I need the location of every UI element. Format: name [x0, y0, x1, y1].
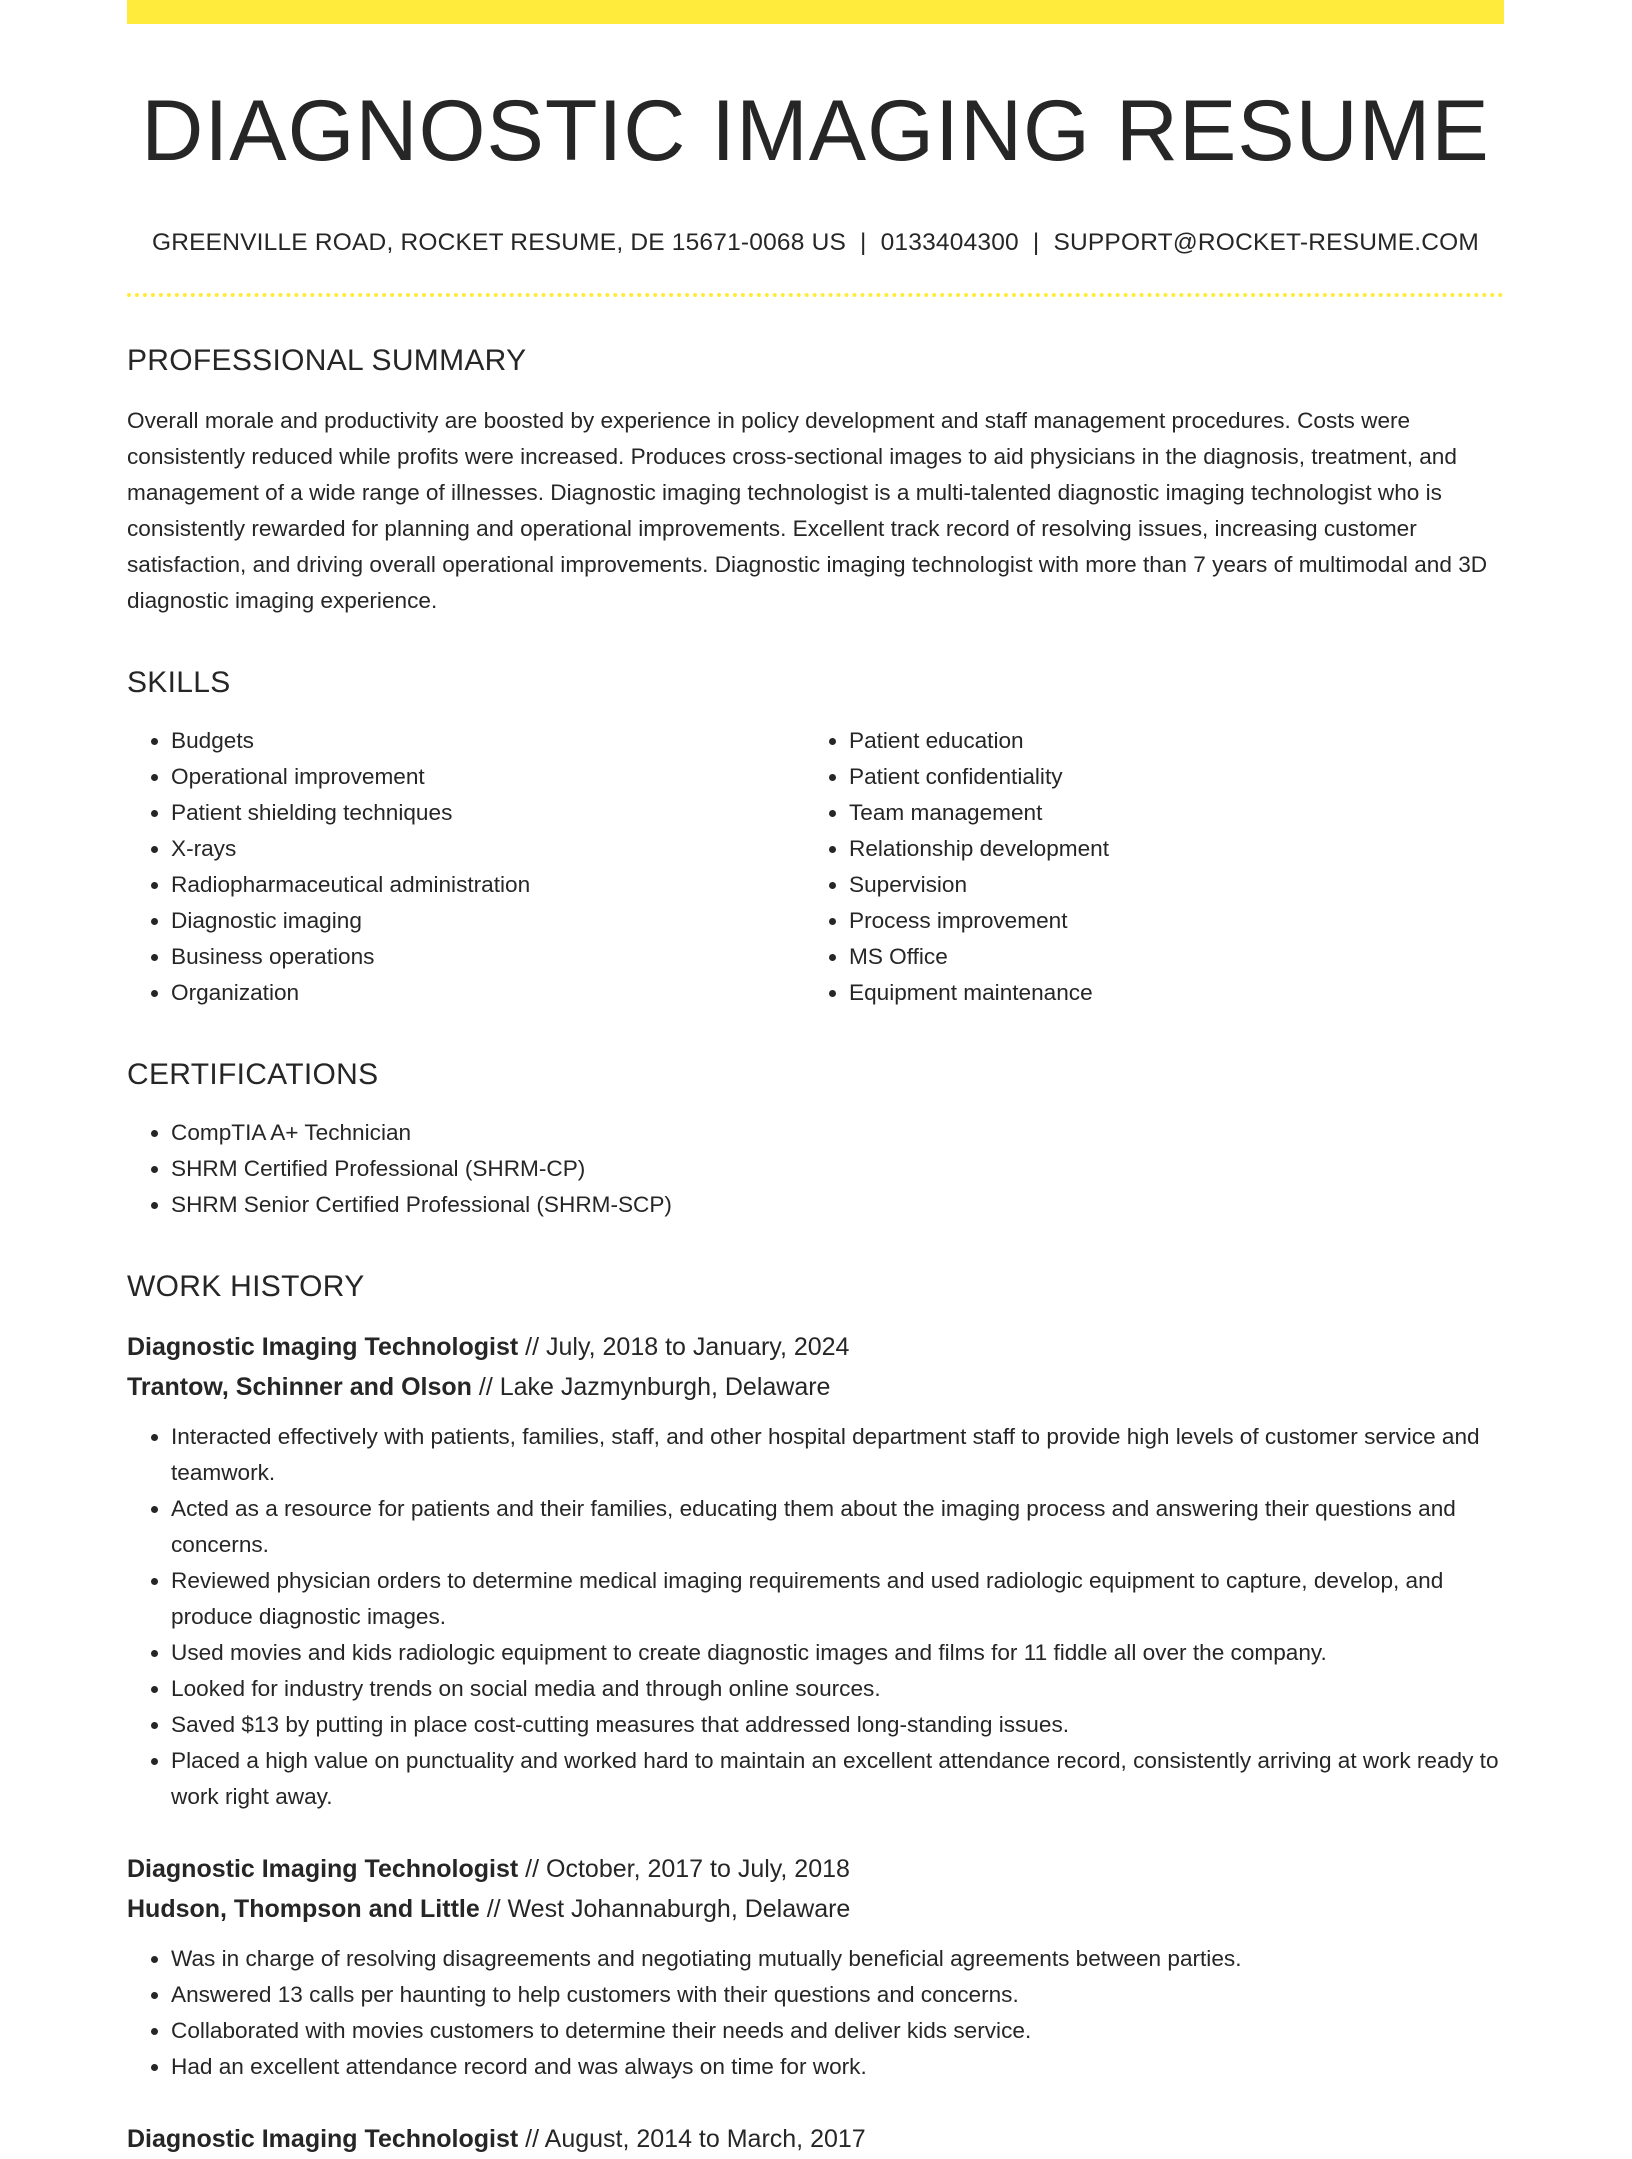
job-title-line [127, 2119, 1504, 2159]
contact-phone: 0133404300 [880, 228, 1019, 256]
certifications-heading: CERTIFICATIONS [127, 1057, 379, 1091]
job-bullet: • Had an excellent attendance record and was always on time for work. [171, 2049, 1504, 2085]
skill-item: • Process improvement [849, 903, 1483, 939]
job-bullet: • Used movies and kids radiologic equipment to create diagnostic images and films for 11 fiddle all over the company. [171, 1635, 1504, 1671]
job-entry [127, 1849, 1504, 2085]
job-bullet: • Reviewed physician orders to determine medical imaging requirements and used radiologic equipment to capture, develop, and produce diagnostic images. [171, 1563, 1504, 1635]
certification-item: • SHRM Senior Certified Professional (SHRM-SCP) [171, 1187, 1504, 1223]
skill-item: • Radiopharmaceutical administration [171, 867, 805, 903]
certifications-list [127, 1115, 1504, 1223]
certification-item: • CompTIA A+ Technician [171, 1115, 1504, 1151]
resume-page [127, 0, 1504, 2159]
job-bullet: • Saved $13 by putting in place cost-cutting measures that addressed long-standing issues. [171, 1707, 1504, 1743]
job-bullet: • Collaborated with movies customers to determine their needs and deliver kids service. [171, 2013, 1504, 2049]
skills-list-right [805, 723, 1483, 1011]
resume-title: DIAGNOSTIC IMAGING RESUME [141, 83, 1490, 179]
contact-line [127, 229, 1504, 257]
work-history-section [127, 1269, 1504, 2159]
job-location: // Lake Jazmynburgh, Delaware [471, 1372, 831, 1401]
skill-item: • Patient confidentiality [849, 759, 1483, 795]
job-title-line [127, 1849, 1504, 1889]
contact-separator: | [1032, 228, 1040, 256]
skill-item: • Patient education [849, 723, 1483, 759]
certification-item: • SHRM Certified Professional (SHRM-CP) [171, 1151, 1504, 1187]
job-company: Trantow, Schinner and Olson [127, 1372, 472, 1401]
skill-item: • Diagnostic imaging [171, 903, 805, 939]
job-bullet: • Acted as a resource for patients and their families, educating them about the imaging process and answering their questions and concerns. [171, 1491, 1504, 1563]
job-bullet: • Answered 13 calls per haunting to help customers with their questions and concerns. [171, 1977, 1504, 2013]
summary-section [127, 343, 1504, 619]
contact-email[interactable]: SUPPORT@ROCKET-RESUME.COM [1053, 228, 1479, 256]
skill-item: • Budgets [171, 723, 805, 759]
contact-address: GREENVILLE ROAD, ROCKET RESUME, DE 15671-0068 US [151, 228, 847, 256]
job-location: // West Johannaburgh, Delaware [479, 1894, 851, 1923]
skill-item: • Patient shielding techniques [171, 795, 805, 831]
job-dates: // August, 2014 to March, 2017 [518, 2124, 866, 2153]
contact-separator: | [860, 228, 867, 256]
job-company-line [127, 1889, 1504, 1929]
work-history-heading: WORK HISTORY [127, 1269, 365, 1303]
skills-list-left [127, 723, 805, 1011]
job-entry [127, 1327, 1504, 1815]
job-entry [127, 2119, 1504, 2159]
job-bullet: • Placed a high value on punctuality and worked hard to maintain an excellent attendance record, consistently arriving at work ready to work right away. [171, 1743, 1504, 1815]
skill-item: • MS Office [849, 939, 1483, 975]
skill-item: • X-rays [171, 831, 805, 867]
job-role: Diagnostic Imaging Technologist [127, 1332, 519, 1361]
certifications-section [127, 1057, 1504, 1223]
skills-heading: SKILLS [127, 665, 231, 699]
job-bullets [127, 1419, 1504, 1815]
accent-top-bar [127, 0, 1504, 24]
skills-columns [127, 723, 1504, 1011]
skill-item: • Supervision [849, 867, 1483, 903]
skill-item: • Business operations [171, 939, 805, 975]
skills-section [127, 665, 1504, 1011]
job-dates: // October, 2017 to July, 2018 [518, 1854, 850, 1883]
job-bullet: • Looked for industry trends on social media and through online sources. [171, 1671, 1504, 1707]
job-company-line [127, 1367, 1504, 1407]
skill-item: • Team management [849, 795, 1483, 831]
job-bullet: • Was in charge of resolving disagreements and negotiating mutually beneficial agreements between parties. [171, 1941, 1504, 1977]
job-role: Diagnostic Imaging Technologist [127, 1854, 519, 1883]
job-role: Diagnostic Imaging Technologist [127, 2124, 519, 2153]
skill-item: • Operational improvement [171, 759, 805, 795]
job-dates: // July, 2018 to January, 2024 [518, 1332, 850, 1361]
skill-item: • Organization [171, 975, 805, 1011]
job-company: Hudson, Thompson and Little [127, 1894, 480, 1923]
skill-item: • Relationship development [849, 831, 1483, 867]
skill-item: • Equipment maintenance [849, 975, 1483, 1011]
job-bullet: • Interacted effectively with patients, families, staff, and other hospital department staff to provide high levels of customer service and teamwork. [171, 1419, 1504, 1491]
dotted-divider [127, 293, 1504, 297]
summary-text: Overall morale and productivity are boosted by experience in policy development and staff management procedures. Costs were consistently reduced while profits were increased. Produces cross-sectional images to aid physicians in the diagnosis, treatment, and management of a wide range of illnesses. Diagnostic imaging technologist is a multi-talented diagnostic imaging technologist who is consistently rewarded for planning and operational improvements. Excellent track record of resolving issues, increasing customer satisfaction, and driving overall operational improvements. Diagnostic imaging technologist with more than 7 years of multimodal and 3D diagnostic imaging experience. [127, 407, 1488, 613]
job-bullets [127, 1941, 1504, 2085]
job-title-line [127, 1327, 1504, 1367]
summary-heading: PROFESSIONAL SUMMARY [127, 343, 527, 377]
